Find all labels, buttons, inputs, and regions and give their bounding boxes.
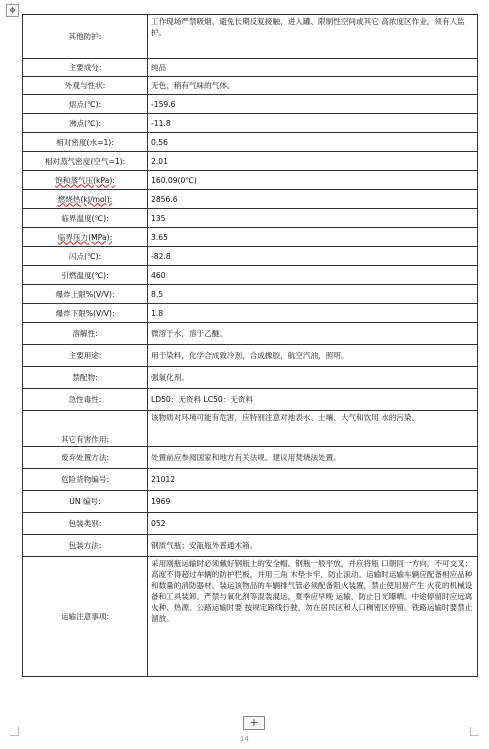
table-row <box>23 323 478 345</box>
row-label-ignition-temperature: 引燃温度(℃): <box>23 266 148 285</box>
row-label-acute-toxicity: 急性毒性: <box>23 389 148 411</box>
row-value-solubility: 微溶于水，溶于乙醚。 <box>148 323 478 345</box>
table-row <box>23 114 478 133</box>
table-row <box>23 77 478 95</box>
row-value-vapor-pressure: 160.09(0℃) <box>148 171 478 190</box>
add-row-button[interactable]: + <box>243 716 265 730</box>
row-label-incompatibles: 禁配物: <box>23 367 148 389</box>
row-value-relative-density: 0.56 <box>148 133 478 152</box>
page-number: 14 <box>240 735 249 743</box>
row-value-boiling-point: -11.8 <box>148 114 478 133</box>
row-value-disposal-method: 处置前应参阅国家和地方有关法规。建议用焚烧法处置。 <box>148 447 478 469</box>
row-value-dangerous-goods-number: 21012 <box>148 469 478 491</box>
row-value-ignition-temperature: 460 <box>148 266 478 285</box>
table-row <box>23 133 478 152</box>
table-row <box>23 447 478 469</box>
row-label-vapor-density: 相对蒸气密度(空气=1): <box>23 152 148 171</box>
row-label-combustion-heat: 燃烧热(kJ/mol): <box>23 190 148 209</box>
row-value-packing-method: 钢质气瓶；安瓿瓶外普通木箱。 <box>148 535 478 557</box>
table-move-handle-icon[interactable]: ✥ <box>6 4 19 17</box>
row-label-dangerous-goods-number: 危险货物编号: <box>23 469 148 491</box>
row-value-acute-toxicity: LD50：无资料 LC50：无资料 <box>148 389 478 411</box>
table-row <box>23 228 478 247</box>
row-label-relative-density: 相对密度(水=1): <box>23 133 148 152</box>
table-row <box>23 95 478 114</box>
row-value-main-component: 纯品 <box>148 59 478 77</box>
row-value-lower-explosive-limit: 1.8 <box>148 304 478 323</box>
table-row <box>23 389 478 411</box>
row-label-lower-explosive-limit: 爆炸下限%(V/V): <box>23 304 148 323</box>
table-row <box>23 209 478 228</box>
row-label-packing-method: 包装方法: <box>23 535 148 557</box>
row-value-main-uses: 用于染料，化学合成致冷剂，合成橡胶，航空汽油，照明。 <box>148 345 478 367</box>
row-label-other-hazards: 其它有害作用: <box>23 411 148 447</box>
row-value-packing-group: 052 <box>148 513 478 535</box>
table-row <box>23 469 478 491</box>
table-row <box>23 491 478 513</box>
table-row <box>23 59 478 77</box>
table-row <box>23 411 478 447</box>
row-value-other-hazards: 该物质对环境可能有危害，应特别注意对地表水、土壤、大气和饮用 水的污染。 <box>148 411 478 447</box>
table-row <box>23 171 478 190</box>
row-value-upper-explosive-limit: 8.5 <box>148 285 478 304</box>
row-label-critical-temperature: 临界温度(℃): <box>23 209 148 228</box>
row-label-packing-group: 包装类别: <box>23 513 148 535</box>
row-label-appearance: 外观与性状: <box>23 77 148 95</box>
row-label-main-uses: 主要用途: <box>23 345 148 367</box>
chemical-properties-table <box>22 14 478 677</box>
row-label-un-number: UN 编号: <box>23 491 148 513</box>
row-label-solubility: 溶解性: <box>23 323 148 345</box>
table-row <box>23 285 478 304</box>
table-row <box>23 304 478 323</box>
row-value-melting-point: -159.6 <box>148 95 478 114</box>
table-row <box>23 557 478 677</box>
row-value-other-protection: 工作现场严禁吸烟，避免长期反复接触，进入罐、限制性空间或其它 高浓度区作业，须有人监护。 <box>148 15 478 59</box>
table-row <box>23 247 478 266</box>
row-value-transport-precautions: 采用刚瓶运输时必须戴好钢瓶上的安全帽。钢瓶一般平放，并应将瓶 口朝同一方向，不可交叉；高度不得超过车辆的防护栏板，并用三角 木垫卡牢，防止滚动。运输时运输车辆应配备相应品种和数量的消防器材。装运该物品的车辆排气管必须配备阻火装置，禁止使用易产生 火花的机械设备和工具装卸。严禁与氧化剂等混装混运。夏季应早晚 运输，防止日光曝晒。中途停留时应远离火种、热源。公路运输时要 按规定路线行驶，勿在居民区和人口稠密区停留。铁路运输时要禁止溜放。 <box>148 557 478 677</box>
table-row <box>23 15 478 59</box>
row-value-flash-point: -82.8 <box>148 247 478 266</box>
table-row <box>23 513 478 535</box>
table-row <box>23 190 478 209</box>
row-label-main-component: 主要成分: <box>23 59 148 77</box>
row-label-melting-point: 熔点(℃): <box>23 95 148 114</box>
table-row <box>23 152 478 171</box>
row-label-critical-pressure: 临界压力(MPa): <box>23 228 148 247</box>
row-label-boiling-point: 沸点(℃): <box>23 114 148 133</box>
row-label-transport-precautions: 运输注意事项: <box>23 557 148 677</box>
row-label-vapor-pressure: 饱和蒸气压(kPa): <box>23 171 148 190</box>
row-value-incompatibles: 强氧化剂。 <box>148 367 478 389</box>
row-value-un-number: 1969 <box>148 491 478 513</box>
row-value-vapor-density: 2.01 <box>148 152 478 171</box>
row-value-critical-pressure: 3.65 <box>148 228 478 247</box>
row-label-other-protection: 其他防护: <box>23 15 148 59</box>
table-row <box>23 345 478 367</box>
row-label-disposal-method: 废弃处置方法: <box>23 447 148 469</box>
table-row <box>23 367 478 389</box>
table-row <box>23 266 478 285</box>
table-row <box>23 535 478 557</box>
row-label-flash-point: 闪点(℃): <box>23 247 148 266</box>
row-value-combustion-heat: 2856.6 <box>148 190 478 209</box>
row-value-critical-temperature: 135 <box>148 209 478 228</box>
row-label-upper-explosive-limit: 爆炸上限%(V/V): <box>23 285 148 304</box>
row-value-appearance: 无色、稍有气味的气体。 <box>148 77 478 95</box>
